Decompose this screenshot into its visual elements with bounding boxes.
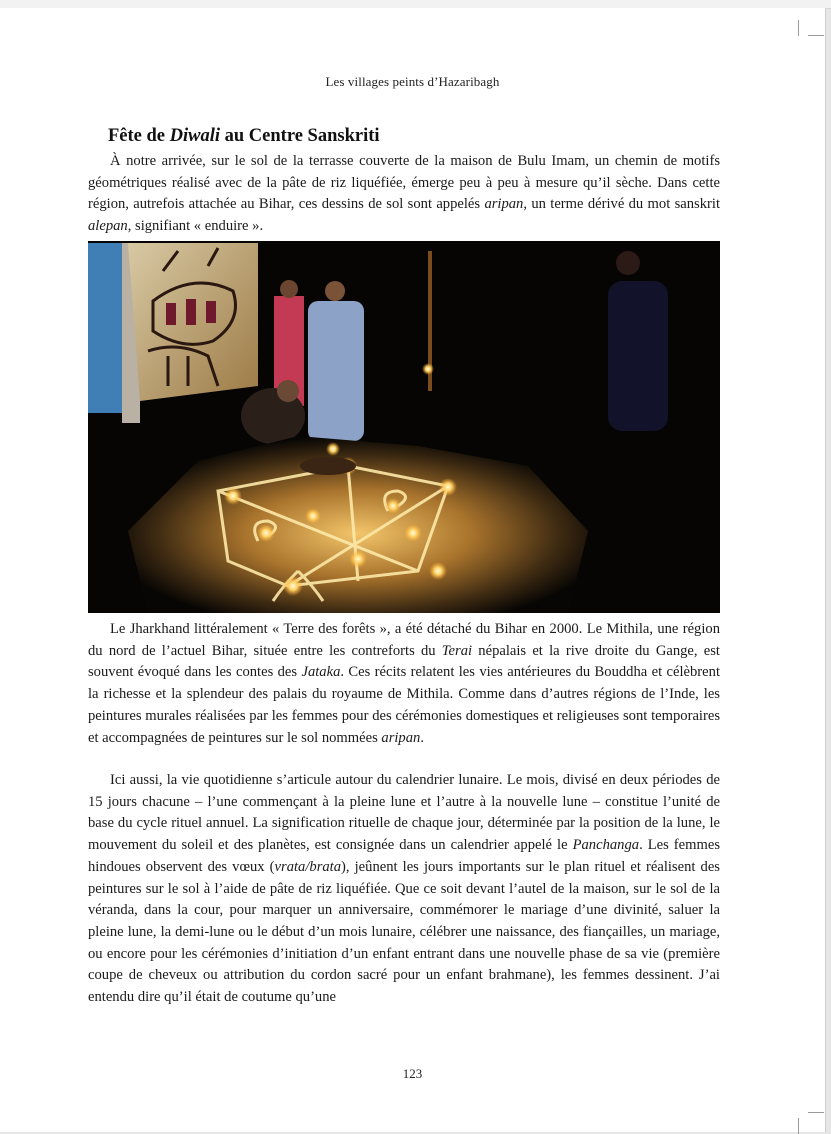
paragraph-text — [88, 770, 720, 1009]
italic-term: Jataka — [301, 664, 341, 681]
heading-italic: Diwali — [169, 126, 221, 146]
italic-term: Terai — [441, 642, 473, 659]
text-run: . Ces récits relatent les vies antérieures du Bouddha et célèbrent la richesse et la splendeur des palais du royaume de Mithila. Comme dans d’autres régions de l’Inde, les peintures murales réalisées par les femmes pour des cérémonies domestiques et religieuses sont temporaires et accompagnées de peintures sur le sol nommées — [88, 664, 720, 746]
lamp-tray — [300, 457, 356, 475]
photo-illustration — [88, 241, 720, 613]
text-run: Ici aussi, la vie quotidienne s’articule autour du calendrier lunaire. Le mois, divisé en deux périodes de 15 jours chacune – l’une commençant à la pleine lune et l’autre à la nouvelle lune – constitue l’unité de base du cycle rituel annuel. La signification rituelle de chaque jour, déterminée par la position de la lune, le mouvement du soleil et des planètes, est consignée dans un calendrier appelé le — [88, 772, 720, 854]
paragraph-jharkhand — [88, 619, 720, 749]
page-number: 123 — [402, 1066, 423, 1081]
crop-mark-bottom-right-horizontal — [808, 1112, 824, 1113]
italic-term: alepan — [88, 218, 128, 235]
blue-doorway — [88, 243, 122, 413]
photographer — [608, 281, 668, 431]
text-run: , un terme dérivé du mot sanskrit — [523, 196, 720, 213]
heading-text-before: Fête de — [108, 126, 170, 146]
heading-text-after: au Centre Sanskriti — [220, 126, 380, 146]
italic-term: aripan — [381, 729, 421, 746]
paragraph-intro — [88, 151, 720, 238]
italic-term: Panchanga — [572, 837, 640, 854]
crop-mark-top-right-vertical — [798, 20, 799, 36]
text-run: ), jeûnent les jours importants sur le plan rituel et réalisent des peintures sur le sol à l’aide de pâte de riz liquéfiée. Que ce soit devant l’autel de la maison, sur le sol de la véranda, dans la cour, pour marquer un anniversaire, commémorer le mariage d’une divinité, saluer la pleine lune, la demi-lune ou le début d’un mois lunaire, célébrer une naissance, des fiançailles, un mariage, ou encore pour les cérémonies d’initiation d’un enfant entrant dans une nouvelle phase de sa vie (première coupe de cheveux ou attribution du cordon sacré pour un enfant brahmane), les femmes dessinent. J’ai entendu dire qu’il était de coutume qu’une — [88, 858, 720, 1006]
paragraph-text — [88, 619, 720, 749]
text-run: . Les femmes hindoues observent des vœux ( — [88, 837, 721, 875]
paragraph-text — [88, 151, 720, 238]
running-head: Les villages peints d’Hazaribagh — [325, 74, 500, 89]
crop-mark-bottom-right-vertical — [798, 1118, 799, 1134]
person-blue-dress — [308, 301, 364, 441]
text-run: À notre arrivée, sur le sol de la terrasse couverte de la maison de Bulu Imam, un chemin de motifs géométriques réalisé avec de la pâte de riz liquéfiée, émerge peu à peu à mesure qu’il sèche. Dans cette région, autrefois attachée au Bihar, ces dessins de sol sont appelés — [88, 153, 720, 213]
text-run: népalais et la rive droite du Gange, est souvent évoqué dans les contes des — [88, 642, 720, 681]
section-heading — [108, 126, 380, 147]
italic-term: aripan — [484, 196, 524, 213]
text-run: Le Jharkhand littéralement « Terre des forêts », a été détaché du Bihar en 2000. Le Mithila, une région du nord de l’actuel Bihar, située entre les contreforts du — [88, 621, 720, 659]
italic-term: vrata/brata — [274, 858, 342, 875]
paragraph-lunar-calendar — [88, 770, 720, 1009]
text-run: . — [420, 729, 424, 746]
text-run: , signifiant « enduire ». — [127, 218, 264, 235]
crop-mark-top-right-horizontal — [808, 35, 824, 36]
document-page — [0, 8, 826, 1132]
diwali-photo — [88, 241, 720, 613]
